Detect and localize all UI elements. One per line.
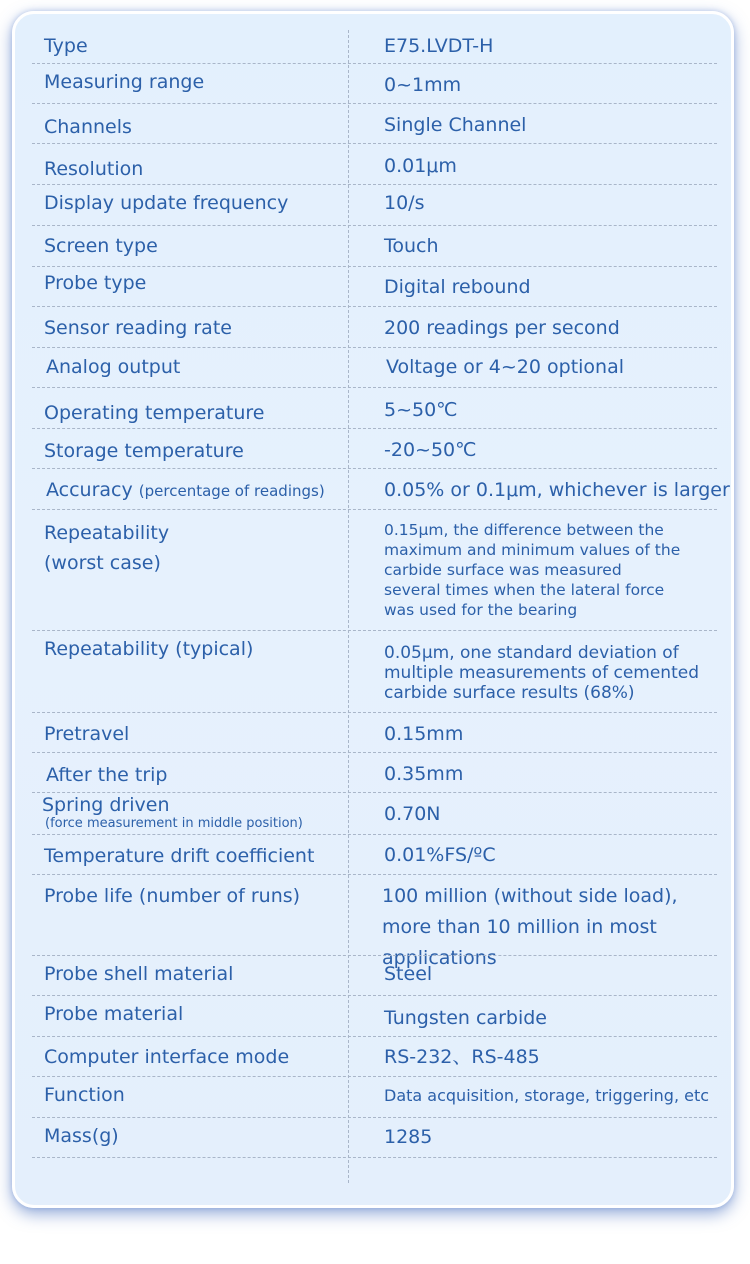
spec-label: Measuring range <box>44 71 205 93</box>
spec-label: Mass(g) <box>44 1125 119 1147</box>
spec-value: Single Channel <box>384 114 527 136</box>
spec-row-mass <box>15 1118 731 1158</box>
spec-label: Computer interface mode <box>44 1046 290 1068</box>
spec-label: Storage temperature <box>44 440 244 462</box>
spec-value: 0.05μm, one standard deviation of multiple measurements of cemented carbide surface results (68%) <box>384 643 699 703</box>
spec-row-repeatability-worst <box>15 510 731 631</box>
spec-label-sub: (percentage of readings) <box>138 482 325 500</box>
spec-label <box>46 475 335 506</box>
spec-label: Probe type <box>44 272 147 294</box>
spec-value: 10/s <box>384 192 425 214</box>
spec-label: Type <box>44 35 88 57</box>
spec-label-main: Accuracy <box>46 479 133 501</box>
spec-value: Touch <box>384 235 439 257</box>
spec-label: Pretravel <box>44 723 130 745</box>
spec-row-probe-material <box>15 996 731 1037</box>
spec-row-measuring-range <box>15 64 731 104</box>
spec-label-main: Repeatability <box>44 522 170 544</box>
spec-label: Display update frequency <box>44 192 289 214</box>
spec-label: Channels <box>44 116 132 138</box>
spec-value: 0.01%FS/ºC <box>384 844 496 866</box>
spec-label: Resolution <box>44 158 144 180</box>
spec-row-screen-type <box>15 226 731 267</box>
spec-row-sensor-reading-rate <box>15 307 731 348</box>
spec-label: Probe shell material <box>44 963 234 985</box>
spec-row-resolution <box>15 144 731 185</box>
spec-row-accuracy <box>15 469 731 510</box>
spec-row-operating-temperature <box>15 388 731 429</box>
spec-label: Function <box>44 1084 125 1106</box>
spec-value: 0.70N <box>384 803 441 825</box>
spec-label: After the trip <box>46 764 168 786</box>
spec-row-after-the-trip <box>15 753 731 793</box>
spec-value: 100 million (without side load), more than 10 million in most applications <box>382 885 678 969</box>
spec-row-type <box>15 30 731 64</box>
spec-row-analog-output <box>15 348 731 388</box>
spec-label: Operating temperature <box>44 402 265 424</box>
spec-row-channels <box>15 104 731 144</box>
spec-row-temperature-drift <box>15 835 731 875</box>
spec-value: 1285 <box>384 1126 433 1148</box>
spec-value: 5~50℃ <box>384 399 458 421</box>
spec-row-storage-temperature <box>15 429 731 469</box>
spec-row-probe-life <box>15 875 731 969</box>
spec-label: Probe material <box>44 1003 184 1025</box>
spec-row-pretravel <box>15 713 731 753</box>
spec-table-card <box>12 11 734 1208</box>
spec-label: Screen type <box>44 235 158 257</box>
spec-value: E75.LVDT-H <box>384 35 494 57</box>
spec-value: Tungsten carbide <box>384 1007 547 1029</box>
spec-value: RS-232、RS-485 <box>384 1046 540 1068</box>
spec-label-main: Spring driven <box>42 794 170 816</box>
spec-label: Repeatability (typical) <box>44 638 254 660</box>
spec-value: Steel <box>384 963 433 985</box>
spec-value: 0.15mm <box>384 723 464 745</box>
spec-value: 0.01μm <box>384 155 457 177</box>
spec-value: Voltage or 4~20 optional <box>386 356 625 378</box>
spec-label: Probe life (number of runs) <box>44 885 301 907</box>
spec-row-computer-interface-mode <box>15 1037 731 1077</box>
spec-row-spring-driven <box>15 793 731 835</box>
spec-row-display-update-frequency <box>15 185 731 226</box>
spec-row-function <box>15 1077 731 1118</box>
spec-label: Temperature drift coefficient <box>44 845 315 867</box>
spec-row-repeatability-typical <box>15 631 731 713</box>
spec-label: Analog output <box>46 356 181 378</box>
spec-value: 200 readings per second <box>384 317 620 339</box>
spec-label: Sensor reading rate <box>44 317 232 339</box>
spec-value: 0.15μm, the difference between the maximum and minimum values of the carbide surface was measured several times when the lateral force was used for the bearing <box>384 521 681 619</box>
spec-value: -20~50℃ <box>384 439 477 461</box>
spec-value: Data acquisition, storage, triggering, etc <box>384 1086 710 1105</box>
spec-label-sub: (force measurement in middle position) <box>45 816 303 831</box>
spec-label <box>44 518 335 578</box>
spec-value: Digital rebound <box>384 276 531 298</box>
spec-value: 0.05% or 0.1μm, whichever is larger <box>384 479 730 501</box>
spec-label <box>42 793 335 831</box>
spec-row-probe-shell-material <box>15 956 731 996</box>
spec-value: 0.35mm <box>384 763 464 785</box>
spec-label-line2: (worst case) <box>44 552 161 574</box>
spec-row-probe-type <box>15 267 731 307</box>
spec-value: 0~1mm <box>384 74 462 96</box>
